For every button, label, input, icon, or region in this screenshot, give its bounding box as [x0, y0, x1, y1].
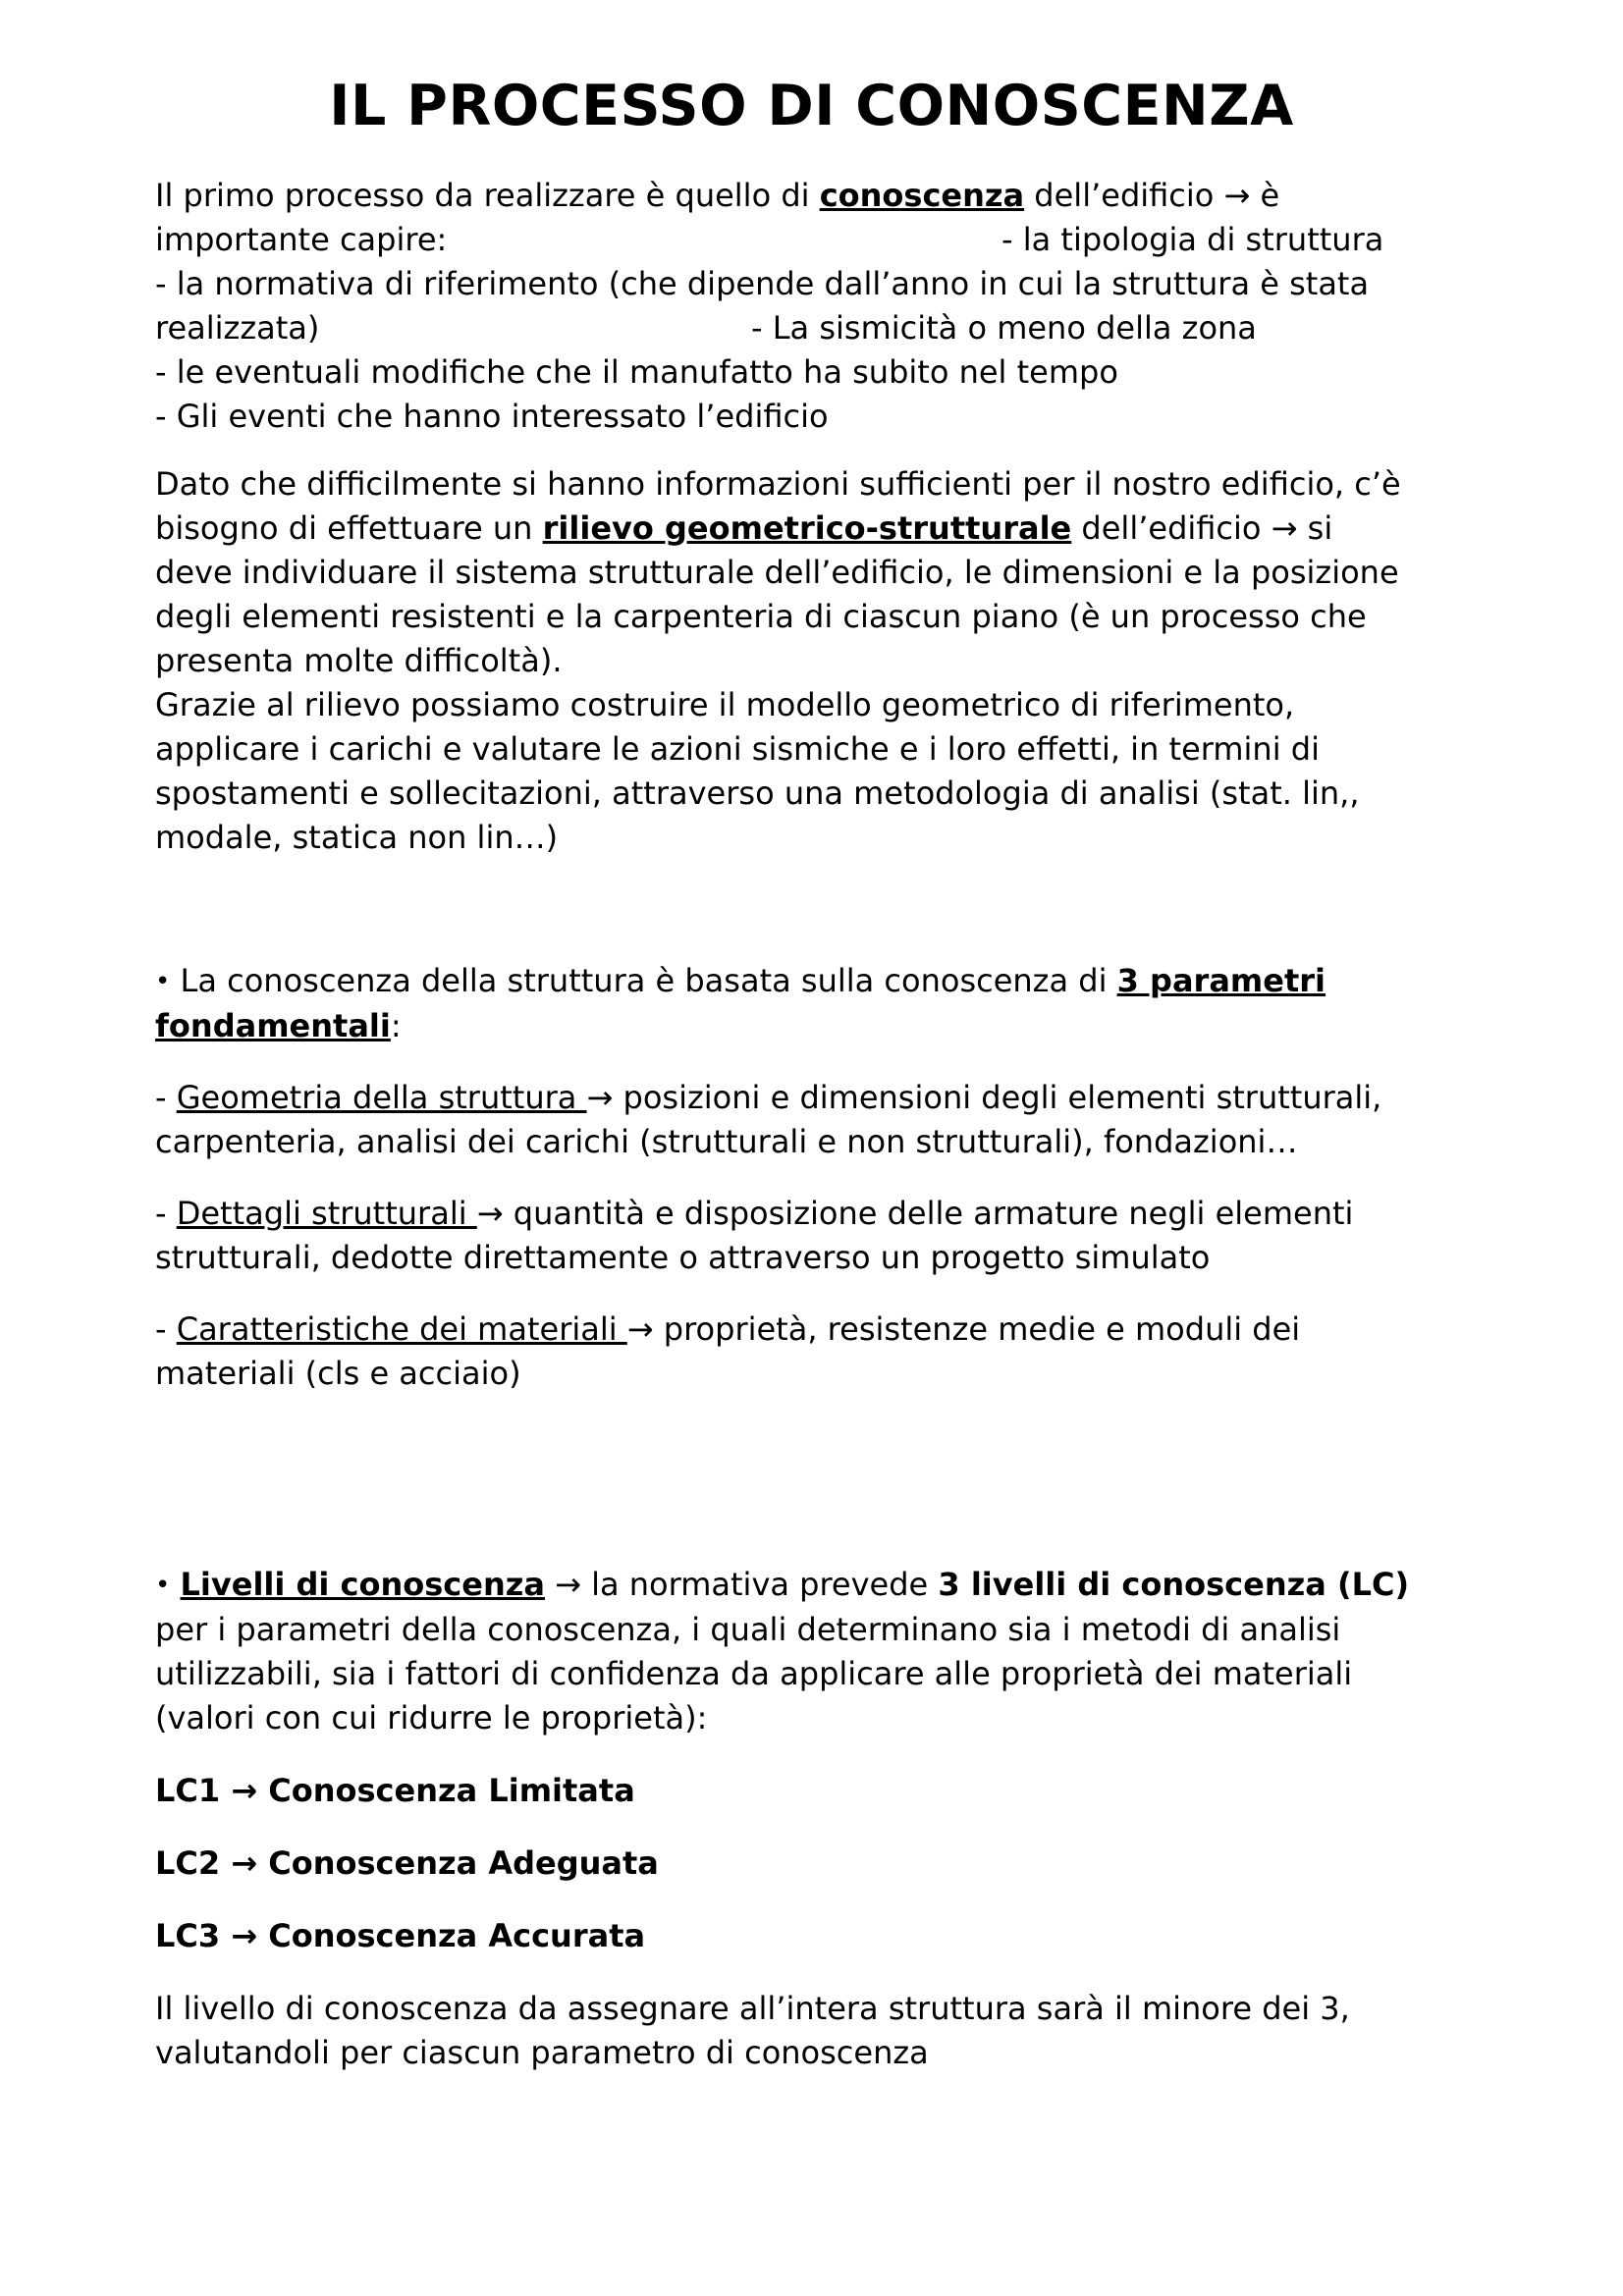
- intro-line-4: [155, 306, 1530, 350]
- paragraph-line: applicare i carichi e valutare le azioni sismiche e i loro effetti, in termini di: [155, 730, 1320, 768]
- paragraph-line: per i parametri della conoscenza, i quali determinano sia i metodi di analisi: [155, 1611, 1341, 1648]
- keyword-conoscenza: conoscenza: [819, 177, 1025, 214]
- dash: -: [155, 1310, 177, 1348]
- paragraph-line: Il livello di conoscenza da assegnare all’intera struttura sarà il minore dei 3,: [155, 1990, 1350, 2027]
- paragraph-line: carpenteria, analisi dei carichi (strutturali e non strutturali), fondazioni…: [155, 1123, 1298, 1160]
- paragraph-line: strutturali, dedotte direttamente o attraverso un progetto simulato: [155, 1239, 1211, 1276]
- paragraph-line: [155, 1076, 1530, 1120]
- level-lc3: LC3 → Conoscenza Accurata: [155, 1917, 646, 1954]
- bullet-icon: •: [155, 967, 171, 996]
- parametro-materiali: [155, 1308, 1530, 1396]
- bullet-icon: •: [155, 1571, 171, 1600]
- paragraph-line: modale, statica non lin…): [155, 819, 559, 856]
- paragraph-line: [155, 1563, 1530, 1608]
- page-title: IL PROCESSO DI CONOSCENZA: [329, 74, 1294, 138]
- dash: -: [155, 1195, 177, 1232]
- level-lc2: LC2 → Conoscenza Adeguata: [155, 1844, 659, 1882]
- parametri-heading: [155, 959, 1530, 1048]
- rilievo-paragraph: [155, 462, 1530, 860]
- paragraph-line: valutandoli per ciascun parametro di conoscenza: [155, 2034, 929, 2071]
- paragraph-line: (valori con cui ridurre le proprietà):: [155, 1699, 708, 1736]
- paragraph-text: → proprietà, resistenze medie e moduli dei: [626, 1310, 1301, 1348]
- paragraph-text: :: [390, 1007, 402, 1044]
- intro-text: Il primo processo da realizzare è quello di: [155, 177, 820, 214]
- paragraph-line: [155, 1192, 1530, 1236]
- parametro-label: Geometria della struttura: [176, 1079, 587, 1116]
- list-item: - le eventuali modifiche che il manufatto ha subito nel tempo: [155, 353, 1118, 391]
- parametro-dettagli: [155, 1192, 1530, 1280]
- paragraph-line: degli elementi resistenti e la carpenteria di ciascun piano (è un processo che: [155, 598, 1367, 635]
- parametro-label: Dettagli strutturali: [176, 1195, 477, 1232]
- paragraph-text: [170, 1566, 180, 1603]
- dash: -: [155, 1079, 177, 1116]
- keyword-parametri: 3 parametri: [1116, 962, 1325, 999]
- final-paragraph: [155, 1987, 1530, 2075]
- list-item: - la tipologia di struttura: [1001, 221, 1384, 258]
- livelli-paragraph: [155, 1563, 1530, 1740]
- paragraph-text: dell’edificio → si: [1071, 509, 1333, 547]
- keyword-3-livelli: 3 livelli di conoscenza (LC): [938, 1566, 1410, 1603]
- paragraph-text: → posizioni e dimensioni degli elementi strutturali,: [586, 1079, 1382, 1116]
- keyword-rilievo: rilievo geometrico-strutturale: [542, 509, 1072, 547]
- keyword-fondamentali: fondamentali: [155, 1007, 391, 1044]
- intro-paragraph: [155, 174, 1530, 439]
- paragraph-line: [155, 1308, 1530, 1352]
- intro-text: realizzata): [155, 309, 320, 347]
- paragraph-text: bisogno di effettuare un: [155, 509, 543, 547]
- paragraph-line: spostamenti e sollecitazioni, attraverso una metodologia di analisi (stat. lin,,: [155, 774, 1360, 812]
- paragraph-line: Dato che difficilmente si hanno informazioni sufficienti per il nostro edificio, c’è: [155, 465, 1401, 503]
- intro-line-2: [155, 218, 1530, 262]
- paragraph-text: La conoscenza della struttura è basata sulla conoscenza di: [170, 962, 1117, 999]
- paragraph-line: [155, 1004, 1530, 1048]
- intro-text: dell’edificio → è: [1024, 177, 1280, 214]
- paragraph-line: materiali (cls e acciaio): [155, 1355, 521, 1392]
- paragraph-line: [155, 507, 1530, 551]
- document-body: [155, 174, 1530, 2075]
- intro-line-1: [155, 174, 1530, 218]
- parametro-geometria: [155, 1076, 1530, 1164]
- list-item: - La sismicità o meno della zona: [751, 309, 1257, 347]
- paragraph-line: Grazie al rilievo possiamo costruire il modello geometrico di riferimento,: [155, 686, 1295, 723]
- paragraph-line: utilizzabili, sia i fattori di confidenza da applicare alle proprietà dei materiali: [155, 1655, 1353, 1692]
- paragraph-line: presenta molte difficoltà).: [155, 642, 563, 679]
- paragraph-text: → quantità e disposizione delle armature negli elementi: [476, 1195, 1354, 1232]
- keyword-livelli: Livelli di conoscenza: [180, 1566, 545, 1603]
- level-lc1: LC1 → Conoscenza Limitata: [155, 1772, 635, 1809]
- paragraph-text: → la normativa prevede: [544, 1566, 939, 1603]
- list-item: - Gli eventi che hanno interessato l’edificio: [155, 398, 829, 435]
- paragraph-line: [155, 959, 1530, 1004]
- paragraph-line: deve individuare il sistema strutturale dell’edificio, le dimensioni e la posizione: [155, 554, 1399, 591]
- list-item: - la normativa di riferimento (che dipende dall’anno in cui la struttura è stata: [155, 265, 1370, 302]
- parametro-label: Caratteristiche dei materiali: [176, 1310, 627, 1348]
- intro-text: importante capire:: [155, 221, 448, 258]
